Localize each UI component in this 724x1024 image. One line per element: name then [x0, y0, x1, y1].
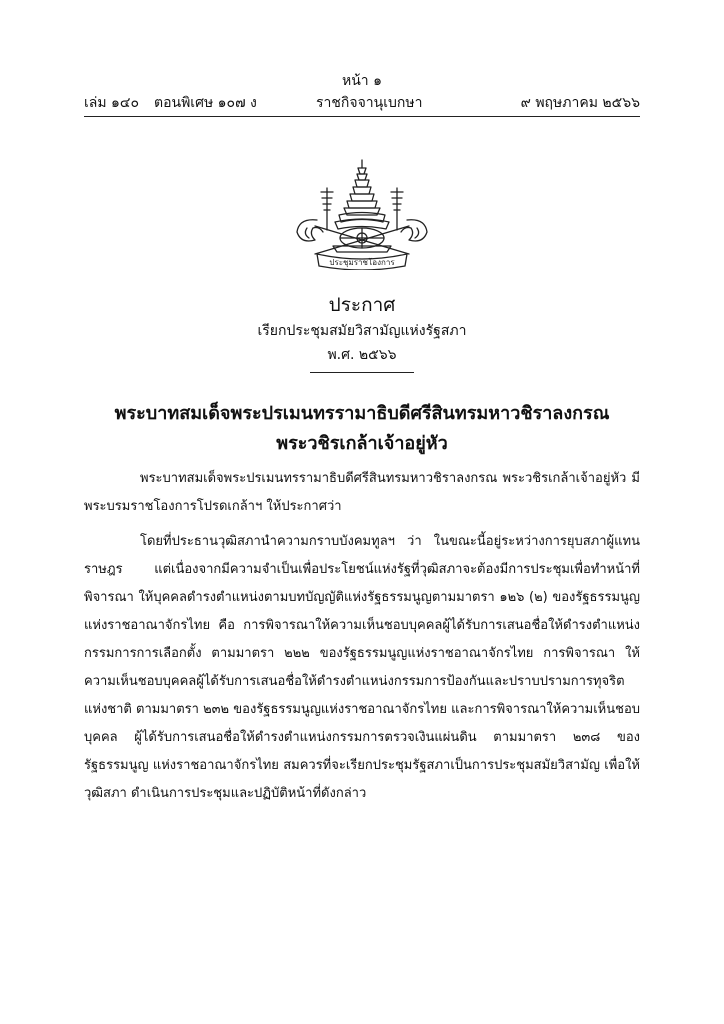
volume-number: เล่ม ๑๔๐	[84, 95, 140, 111]
gazette-name: ราชกิจจานุเบกษา	[316, 95, 423, 111]
body-paragraph-1	[84, 465, 640, 521]
section-number: ตอนพิเศษ ๑๐๗ ง	[154, 95, 257, 111]
gazette-header	[84, 92, 640, 114]
header-divider	[84, 116, 640, 117]
king-name-line-2: พระวชิรเกล้าเจ้าอยู่หัว	[276, 433, 448, 454]
announcement-subtitle: เรียกประชุมสมัยวิสามัญแห่งรัฐสภา	[257, 323, 467, 339]
publication-date: ๙ พฤษภาคม ๒๕๖๖	[520, 95, 640, 111]
king-name-line-1: พระบาทสมเด็จพระปรเมนทรรามาธิบดีศรีสินทรมหาวชิราลงกรณ	[114, 403, 610, 424]
title-divider	[310, 372, 414, 373]
announcement-year: พ.ศ. ๒๕๖๖	[327, 347, 397, 363]
page-number: หน้า ๑	[342, 73, 382, 89]
body-paragraph-2	[84, 528, 640, 808]
announcement-title: ประกาศ	[328, 294, 396, 316]
royal-garuda-emblem-icon	[287, 158, 437, 270]
paragraph-text: พระบาทสมเด็จพระปรเมนทรรามาธิบดีศรีสินทรมหาวชิราลงกรณ พระวชิรเกล้าเจ้าอยู่หัว มีพระบรมราชโองการโปรดเกล้าฯ ให้ประกาศว่า	[84, 471, 640, 514]
paragraph-text: โดยที่ประธานวุฒิสภานำความกราบบังคมทูลฯ ว่า ในขณะนี้อยู่ระหว่างการยุบสภาผู้แทนราษฎร แต่เนื่องจากมีความจำเป็นเพื่อประโยชน์แห่งรัฐที่วุฒิสภาจะต้องมีการประชุมเพื่อทำหน้าที่พิจารณา ให้บุคคลดำรงตำแหน่งตามบทบัญญัติแห่งรัฐธรรมนูญตามมาตรา ๑๒๖ (๒) ของรัฐธรรมนูญ แห่งราชอาณาจักรไทย คือ การพิจารณาให้ความเห็นชอบบุคคลผู้ได้รับการเสนอชื่อให้ดำรงตำแหน่ง กรรมการการเลือกตั้ง ตามมาตรา ๒๒๒ ของรัฐธรรมนูญแห่งราชอาณาจักรไทย การพิจารณา ให้ความเห็นชอบบุคคลผู้ได้รับการเสนอชื่อให้ดำรงตำแหน่งกรรมการป้องกันและปราบปรามการทุจริตแห่งชาติ ตามมาตรา ๒๓๒ ของรัฐธรรมนูญแห่งราชอาณาจักรไทย และการพิจารณาให้ความเห็นชอบบุคคล ผู้ได้รับการเสนอชื่อให้ดำรงตำแหน่งกรรมการตรวจเงินแผ่นดิน ตามมาตรา ๒๓๘ ของรัฐธรรมนูญ แห่งราชอาณาจักรไทย สมควรที่จะเรียกประชุมรัฐสภาเป็นการประชุมสมัยวิสามัญ เพื่อให้วุฒิสภา ดำเนินการประชุมและปฏิบัติหน้าที่ดังกล่าว	[84, 534, 640, 801]
emblem-banner-text: ประชุมราชโองการ	[329, 258, 395, 267]
